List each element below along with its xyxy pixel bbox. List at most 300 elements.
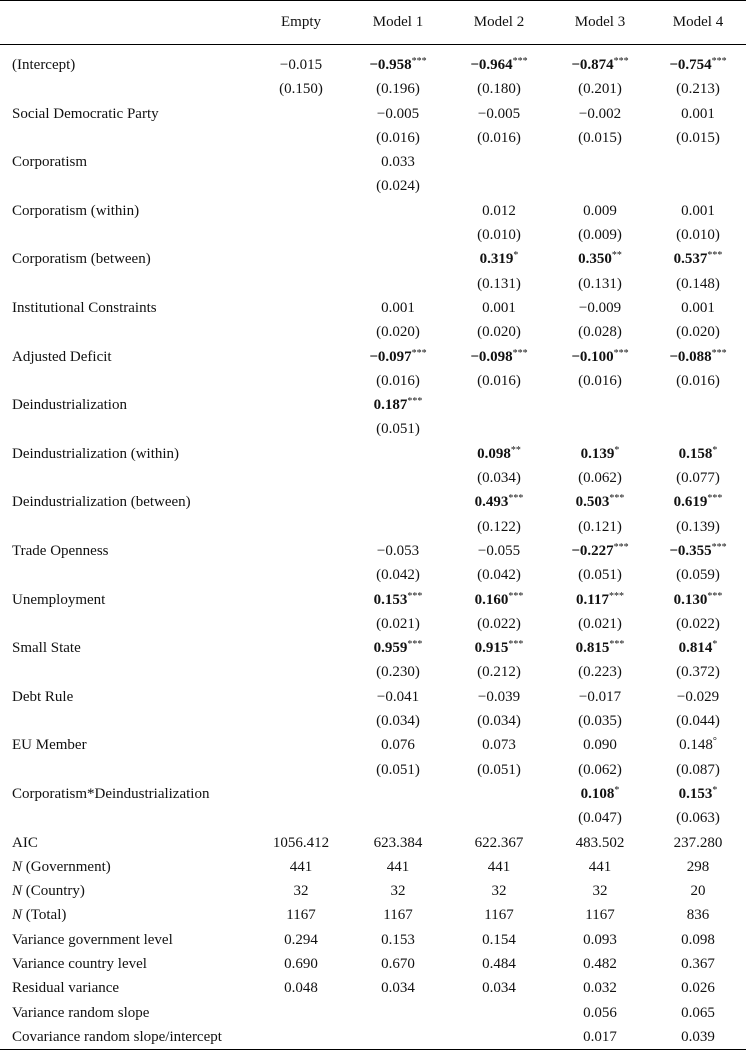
variable-label: Debt Rule bbox=[12, 688, 74, 705]
coefficient-estimate bbox=[550, 782, 650, 806]
standard-error bbox=[254, 466, 348, 490]
statistic-value: 0.065 bbox=[681, 1004, 715, 1021]
blank-label bbox=[0, 174, 254, 198]
statistic-label bbox=[0, 879, 254, 903]
statistic-label-text: (Government) bbox=[22, 858, 111, 875]
blank-label bbox=[0, 563, 254, 587]
statistic-label bbox=[0, 1025, 254, 1050]
significance-marker: ° bbox=[712, 736, 717, 748]
statistic-value bbox=[448, 1025, 550, 1050]
estimate-value: 0.915 bbox=[474, 640, 509, 657]
coefficient-estimate bbox=[448, 393, 550, 417]
blank-label bbox=[0, 660, 254, 684]
coefficient-estimate bbox=[550, 393, 650, 417]
statistic-label-text: (Country) bbox=[22, 883, 85, 900]
standard-error-row bbox=[0, 369, 746, 393]
coefficient-row bbox=[0, 636, 746, 660]
header-label-column bbox=[0, 1, 254, 45]
statistic-value: 1167 bbox=[383, 907, 413, 924]
significance-marker: *** bbox=[411, 347, 427, 359]
coefficient-row bbox=[0, 685, 746, 709]
standard-error bbox=[254, 174, 348, 198]
estimate-value: 0.493 bbox=[474, 494, 509, 511]
variable-label: Deindustrialization (within) bbox=[12, 445, 180, 462]
variable-label: (Intercept) bbox=[12, 57, 76, 73]
coefficient-estimate bbox=[550, 490, 650, 514]
standard-error: (0.121) bbox=[578, 518, 622, 535]
statistic-value bbox=[448, 1001, 550, 1025]
standard-error: (0.213) bbox=[676, 81, 720, 98]
statistic-value: 0.026 bbox=[681, 980, 715, 997]
estimate-value: −0.002 bbox=[578, 105, 622, 122]
estimate-value: 0.001 bbox=[681, 299, 715, 316]
estimate-value: −0.355 bbox=[669, 542, 712, 559]
statistic-value: 237.280 bbox=[673, 834, 723, 851]
significance-marker: * bbox=[614, 784, 620, 796]
significance-marker: ** bbox=[510, 444, 521, 456]
coefficient-row bbox=[0, 53, 746, 77]
statistic-value: 20 bbox=[690, 883, 706, 900]
statistic-value bbox=[254, 1001, 348, 1025]
standard-error: (0.230) bbox=[376, 664, 420, 681]
standard-error-row bbox=[0, 515, 746, 539]
estimate-value: 0.537 bbox=[673, 251, 708, 268]
standard-error bbox=[254, 660, 348, 684]
blank-label bbox=[0, 320, 254, 344]
standard-error-row bbox=[0, 466, 746, 490]
statistic-value: 0.367 bbox=[681, 955, 715, 972]
standard-error: (0.201) bbox=[578, 81, 622, 98]
coefficient-row bbox=[0, 442, 746, 466]
coefficient-estimate bbox=[550, 199, 650, 223]
standard-error: (0.051) bbox=[376, 421, 420, 438]
header-model-1: Model 1 bbox=[348, 1, 448, 45]
blank-label bbox=[0, 417, 254, 441]
coefficient-estimate bbox=[254, 588, 348, 612]
standard-error bbox=[254, 417, 348, 441]
coefficient-estimate bbox=[550, 636, 650, 660]
standard-error bbox=[348, 223, 448, 247]
coefficient-estimate bbox=[448, 685, 550, 709]
coefficient-estimate bbox=[348, 247, 448, 271]
blank-label bbox=[0, 515, 254, 539]
coefficient-estimate bbox=[550, 588, 650, 612]
coefficient-estimate bbox=[448, 247, 550, 271]
standard-error: (0.051) bbox=[376, 761, 420, 778]
estimate-value: −0.029 bbox=[676, 688, 720, 705]
coefficient-estimate bbox=[348, 53, 448, 77]
statistic-label bbox=[0, 903, 254, 927]
statistic-value: 0.017 bbox=[550, 1025, 650, 1050]
standard-error: (0.010) bbox=[477, 227, 521, 244]
significance-marker: *** bbox=[407, 590, 423, 602]
standard-error: (0.016) bbox=[376, 129, 420, 146]
variable-label: Corporatism*Deindustrialization bbox=[12, 785, 210, 802]
standard-error: (0.015) bbox=[676, 129, 720, 146]
estimate-value: −0.039 bbox=[477, 688, 521, 705]
coefficient-estimate bbox=[254, 685, 348, 709]
coefficient-row bbox=[0, 490, 746, 514]
coefficient-estimate bbox=[254, 345, 348, 369]
estimate-value: 0.158 bbox=[678, 445, 713, 462]
estimate-value: −0.088 bbox=[669, 348, 712, 365]
coefficient-estimate bbox=[348, 102, 448, 126]
standard-error-row bbox=[0, 77, 746, 101]
coefficient-estimate bbox=[448, 782, 550, 806]
standard-error: (0.223) bbox=[578, 664, 622, 681]
standard-error bbox=[254, 320, 348, 344]
estimate-value: −0.005 bbox=[477, 105, 521, 122]
estimate-value: 0.503 bbox=[575, 494, 610, 511]
standard-error-row bbox=[0, 563, 746, 587]
standard-error-row bbox=[0, 417, 746, 441]
estimate-value: 0.033 bbox=[381, 154, 415, 171]
statistic-value: 441 bbox=[588, 858, 612, 875]
coefficient-row bbox=[0, 296, 746, 320]
estimate-value: 0.815 bbox=[575, 640, 610, 657]
coefficient-estimate bbox=[650, 102, 746, 126]
standard-error: (0.150) bbox=[279, 81, 323, 98]
significance-marker: *** bbox=[407, 396, 423, 408]
estimate-value: 0.001 bbox=[681, 105, 715, 122]
statistic-row bbox=[0, 1025, 746, 1050]
statistic-label-text: Variance country level bbox=[12, 955, 147, 972]
estimate-value: −0.055 bbox=[477, 542, 521, 559]
statistic-value: 0.690 bbox=[284, 955, 318, 972]
estimate-value: 0.160 bbox=[474, 591, 509, 608]
statistic-row bbox=[0, 1001, 746, 1025]
coefficient-estimate bbox=[448, 636, 550, 660]
statistic-row bbox=[0, 952, 746, 976]
blank-label bbox=[0, 77, 254, 101]
coefficient-estimate bbox=[448, 296, 550, 320]
statistic-value: 441 bbox=[386, 858, 410, 875]
coefficient-estimate bbox=[650, 442, 746, 466]
standard-error: (0.021) bbox=[578, 615, 622, 632]
statistic-value: 0.039 bbox=[650, 1025, 746, 1050]
standard-error bbox=[254, 709, 348, 733]
statistic-label bbox=[0, 928, 254, 952]
statistic-value: 623.384 bbox=[373, 834, 423, 851]
statistic-label-text: Covariance random slope/intercept bbox=[12, 1028, 222, 1045]
standard-error-row bbox=[0, 806, 746, 830]
coefficient-estimate bbox=[254, 442, 348, 466]
standard-error: (0.047) bbox=[578, 810, 622, 827]
significance-marker: *** bbox=[707, 590, 723, 602]
estimate-value: 0.012 bbox=[482, 202, 516, 219]
standard-error: (0.044) bbox=[676, 713, 720, 730]
significance-marker: * bbox=[712, 444, 718, 456]
statistic-row bbox=[0, 879, 746, 903]
statistic-value: 0.093 bbox=[583, 931, 617, 948]
header-model-3: Model 3 bbox=[550, 1, 650, 45]
coefficient-section bbox=[0, 45, 746, 831]
standard-error: (0.372) bbox=[676, 664, 720, 681]
statistic-label bbox=[0, 1001, 254, 1025]
estimate-value: 0.153 bbox=[678, 785, 713, 802]
significance-marker: *** bbox=[609, 639, 625, 651]
standard-error-row bbox=[0, 320, 746, 344]
coefficient-estimate bbox=[348, 685, 448, 709]
header-model-2: Model 2 bbox=[448, 1, 550, 45]
estimate-value: 0.001 bbox=[482, 299, 516, 316]
blank-label bbox=[0, 223, 254, 247]
standard-error: (0.062) bbox=[578, 470, 622, 487]
standard-error-row bbox=[0, 660, 746, 684]
italic-n-symbol: N bbox=[12, 907, 23, 924]
standard-error-row bbox=[0, 612, 746, 636]
italic-n-symbol: N bbox=[12, 883, 23, 900]
standard-error: (0.021) bbox=[376, 615, 420, 632]
estimate-value: 0.073 bbox=[482, 737, 516, 754]
standard-error bbox=[448, 417, 550, 441]
coefficient-estimate bbox=[348, 442, 448, 466]
significance-marker: *** bbox=[609, 493, 625, 505]
significance-marker: *** bbox=[407, 639, 423, 651]
statistic-value: 0.484 bbox=[482, 955, 516, 972]
estimate-value: −0.100 bbox=[571, 348, 614, 365]
standard-error: (0.024) bbox=[376, 178, 420, 195]
blank-label bbox=[0, 612, 254, 636]
significance-marker: *** bbox=[707, 493, 723, 505]
italic-n-symbol: N bbox=[12, 858, 23, 875]
standard-error: (0.016) bbox=[578, 372, 622, 389]
standard-error: (0.022) bbox=[477, 615, 521, 632]
standard-error: (0.212) bbox=[477, 664, 521, 681]
blank-label bbox=[0, 758, 254, 782]
statistic-value: 0.048 bbox=[284, 980, 318, 997]
significance-marker: * bbox=[712, 784, 718, 796]
coefficient-estimate bbox=[348, 393, 448, 417]
standard-error: (0.020) bbox=[676, 324, 720, 341]
standard-error: (0.059) bbox=[676, 567, 720, 584]
standard-error bbox=[348, 515, 448, 539]
statistic-value bbox=[348, 1025, 448, 1050]
standard-error: (0.034) bbox=[477, 470, 521, 487]
table-header bbox=[0, 1, 746, 45]
coefficient-estimate bbox=[254, 733, 348, 757]
coefficient-estimate bbox=[550, 442, 650, 466]
statistic-value: 483.502 bbox=[575, 834, 625, 851]
significance-marker: ** bbox=[611, 250, 622, 262]
header-empty-model: Empty bbox=[254, 1, 348, 45]
coefficient-row bbox=[0, 247, 746, 271]
standard-error bbox=[348, 272, 448, 296]
coefficient-estimate bbox=[254, 247, 348, 271]
coefficient-estimate bbox=[650, 345, 746, 369]
standard-error bbox=[550, 417, 650, 441]
statistic-value: 32 bbox=[491, 883, 507, 900]
coefficient-estimate bbox=[254, 782, 348, 806]
standard-error: (0.196) bbox=[376, 81, 420, 98]
estimate-value: −0.098 bbox=[470, 348, 513, 365]
estimate-value: 0.814 bbox=[678, 640, 713, 657]
standard-error bbox=[254, 806, 348, 830]
blank-label bbox=[0, 709, 254, 733]
standard-error: (0.139) bbox=[676, 518, 720, 535]
coefficient-row bbox=[0, 782, 746, 806]
standard-error: (0.131) bbox=[578, 275, 622, 292]
estimate-value: 0.001 bbox=[681, 202, 715, 219]
coefficient-estimate bbox=[550, 102, 650, 126]
coefficient-estimate bbox=[254, 102, 348, 126]
standard-error bbox=[254, 223, 348, 247]
coefficient-estimate bbox=[650, 733, 746, 757]
coefficient-estimate bbox=[550, 150, 650, 174]
estimate-value: 0.076 bbox=[381, 737, 415, 754]
variable-label: Small State bbox=[12, 640, 81, 657]
coefficient-estimate bbox=[254, 490, 348, 514]
statistic-value bbox=[348, 1001, 448, 1025]
variable-label: Trade Openness bbox=[12, 542, 109, 559]
coefficient-estimate bbox=[650, 393, 746, 417]
statistic-label-text: (Total) bbox=[22, 907, 67, 924]
coefficient-estimate bbox=[650, 539, 746, 563]
standard-error bbox=[348, 806, 448, 830]
coefficient-estimate bbox=[448, 199, 550, 223]
coefficient-estimate bbox=[348, 345, 448, 369]
standard-error: (0.063) bbox=[676, 810, 720, 827]
statistic-label-text: Residual variance bbox=[12, 980, 120, 997]
coefficient-estimate bbox=[254, 636, 348, 660]
significance-marker: *** bbox=[608, 590, 624, 602]
statistic-row bbox=[0, 976, 746, 1000]
standard-error bbox=[254, 758, 348, 782]
statistic-value: 1056.412 bbox=[272, 834, 330, 851]
standard-error bbox=[254, 369, 348, 393]
blank-label bbox=[0, 272, 254, 296]
statistic-value: 0.294 bbox=[284, 931, 318, 948]
statistic-row bbox=[0, 928, 746, 952]
significance-marker: *** bbox=[508, 639, 524, 651]
standard-error-row bbox=[0, 223, 746, 247]
estimate-value: 0.139 bbox=[580, 445, 615, 462]
estimate-value: 0.009 bbox=[583, 202, 617, 219]
statistic-value: 622.367 bbox=[474, 834, 524, 851]
significance-marker: *** bbox=[711, 541, 727, 553]
coefficient-estimate bbox=[348, 199, 448, 223]
spacer bbox=[0, 45, 746, 54]
coefficient-estimate bbox=[448, 490, 550, 514]
standard-error: (0.042) bbox=[376, 567, 420, 584]
standard-error: (0.020) bbox=[477, 324, 521, 341]
estimate-value: 0.959 bbox=[373, 640, 408, 657]
estimate-value: −0.015 bbox=[279, 57, 323, 73]
statistic-value: 0.056 bbox=[583, 1004, 617, 1021]
statistic-label bbox=[0, 831, 254, 855]
variable-label: Unemployment bbox=[12, 591, 106, 608]
coefficient-estimate bbox=[650, 490, 746, 514]
coefficient-estimate bbox=[254, 53, 348, 77]
standard-error bbox=[254, 563, 348, 587]
variable-label: Corporatism bbox=[12, 154, 87, 171]
header-model-4: Model 4 bbox=[650, 1, 746, 45]
standard-error: (0.180) bbox=[477, 81, 521, 98]
standard-error: (0.020) bbox=[376, 324, 420, 341]
estimate-value: 0.090 bbox=[583, 737, 617, 754]
statistic-label-text: Variance government level bbox=[12, 931, 173, 948]
statistic-value: 1167 bbox=[585, 907, 615, 924]
estimate-value: 0.187 bbox=[373, 397, 408, 414]
statistic-label-text: Variance random slope bbox=[12, 1004, 150, 1021]
variable-label: Corporatism (within) bbox=[12, 202, 140, 219]
coefficient-estimate bbox=[550, 345, 650, 369]
statistic-value: 0.034 bbox=[482, 980, 516, 997]
variable-label: Social Democratic Party bbox=[12, 105, 159, 122]
variable-label: Adjusted Deficit bbox=[12, 348, 112, 365]
statistic-value: 0.034 bbox=[381, 980, 415, 997]
statistic-value: 0.032 bbox=[583, 980, 617, 997]
blank-label bbox=[0, 126, 254, 150]
estimate-value: 0.319 bbox=[479, 251, 514, 268]
model-statistics-section bbox=[0, 831, 746, 1050]
coefficient-estimate bbox=[650, 636, 746, 660]
estimate-value: −0.958 bbox=[369, 57, 412, 73]
significance-marker: *** bbox=[512, 56, 528, 67]
estimate-value: 0.619 bbox=[673, 494, 708, 511]
standard-error: (0.035) bbox=[578, 713, 622, 730]
coefficient-estimate bbox=[348, 296, 448, 320]
standard-error bbox=[650, 417, 746, 441]
standard-error bbox=[448, 174, 550, 198]
statistic-value: 298 bbox=[686, 858, 710, 875]
estimate-value: 0.117 bbox=[576, 591, 609, 608]
standard-error-row bbox=[0, 709, 746, 733]
standard-error: (0.016) bbox=[376, 372, 420, 389]
statistic-label-text: AIC bbox=[12, 834, 38, 851]
standard-error: (0.077) bbox=[676, 470, 720, 487]
statistic-row bbox=[0, 855, 746, 879]
blank-label bbox=[0, 369, 254, 393]
estimate-value: 0.001 bbox=[381, 299, 415, 316]
coefficient-estimate bbox=[650, 782, 746, 806]
coefficient-estimate bbox=[348, 636, 448, 660]
statistic-value: 0.482 bbox=[583, 955, 617, 972]
significance-marker: *** bbox=[512, 347, 528, 359]
estimate-value: 0.148 bbox=[679, 737, 713, 754]
estimate-value: −0.964 bbox=[470, 57, 513, 73]
variable-label: Deindustrialization bbox=[12, 397, 127, 414]
standard-error: (0.016) bbox=[477, 372, 521, 389]
estimate-value: −0.097 bbox=[369, 348, 412, 365]
estimate-value: −0.009 bbox=[578, 299, 622, 316]
standard-error: (0.016) bbox=[676, 372, 720, 389]
coefficient-estimate bbox=[650, 53, 746, 77]
statistic-row bbox=[0, 831, 746, 855]
coefficient-estimate bbox=[348, 490, 448, 514]
coefficient-estimate bbox=[550, 53, 650, 77]
coefficient-estimate bbox=[448, 442, 550, 466]
estimate-value: −0.227 bbox=[571, 542, 614, 559]
estimate-value: −0.005 bbox=[376, 105, 420, 122]
blank-label bbox=[0, 466, 254, 490]
significance-marker: *** bbox=[613, 347, 629, 359]
standard-error-row bbox=[0, 272, 746, 296]
significance-marker: *** bbox=[711, 56, 727, 67]
statistic-value: 0.098 bbox=[681, 931, 715, 948]
significance-marker: * bbox=[614, 444, 620, 456]
significance-marker: *** bbox=[613, 56, 629, 67]
variable-label: Corporatism (between) bbox=[12, 251, 151, 268]
variable-label: EU Member bbox=[12, 737, 87, 754]
standard-error bbox=[254, 272, 348, 296]
coefficient-estimate bbox=[550, 247, 650, 271]
coefficient-row bbox=[0, 393, 746, 417]
statistic-value: 1167 bbox=[484, 907, 514, 924]
standard-error: (0.131) bbox=[477, 275, 521, 292]
statistic-label bbox=[0, 855, 254, 879]
statistic-value: 0.154 bbox=[482, 931, 516, 948]
